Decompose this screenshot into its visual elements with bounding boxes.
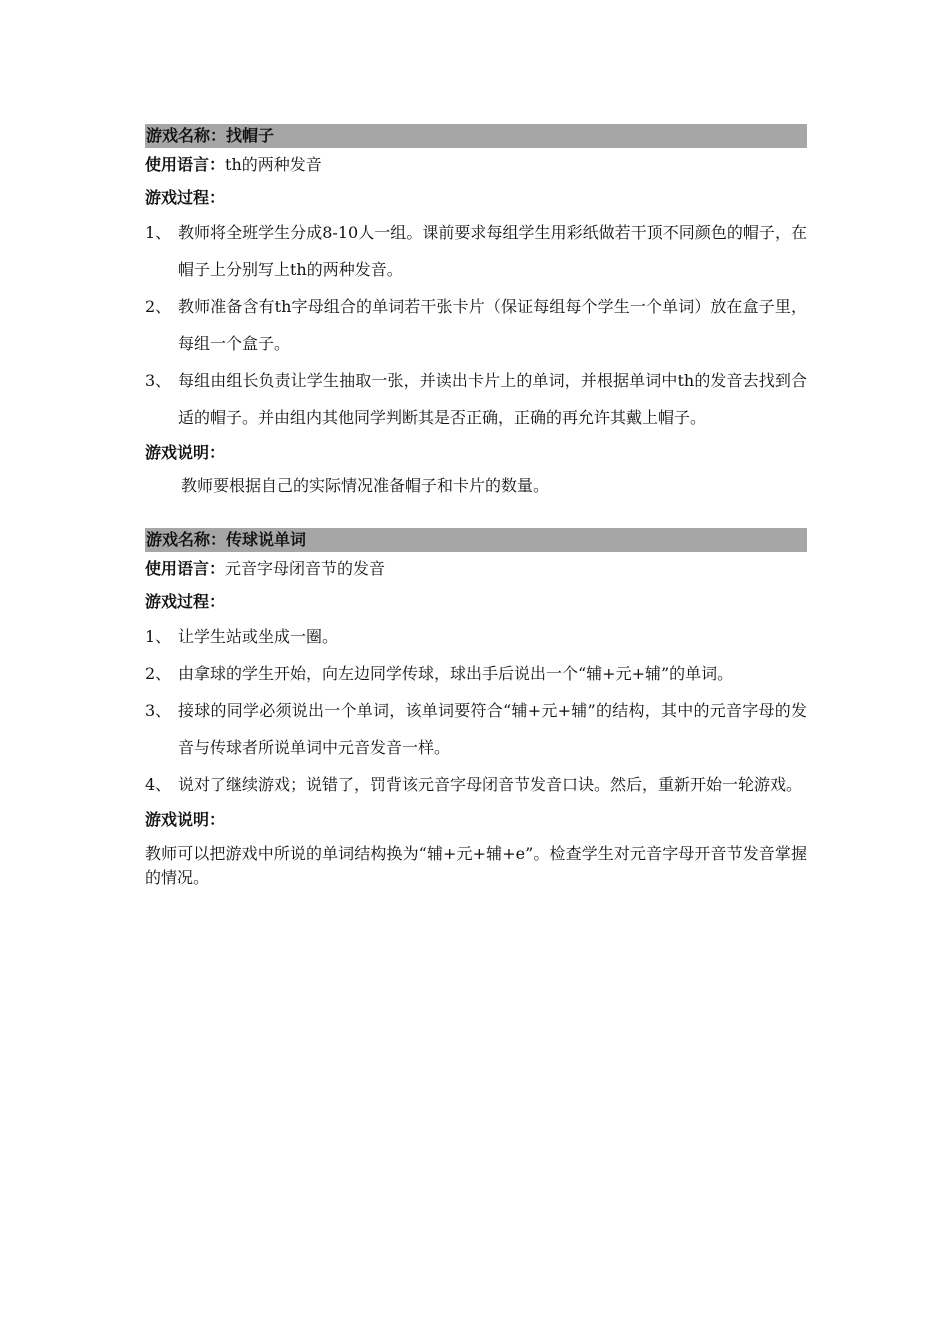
step-text: 让学生站或坐成一圈。 — [178, 627, 339, 646]
step-number: 2、 — [145, 664, 172, 683]
step-text: 每组由组长负责让学生抽取一张，并读出卡片上的单词，并根据单词中th的发音去找到合适的帽子。并由组内其他同学判断其是否正确，正确的再允许其戴上帽子。 — [178, 371, 807, 427]
note-text: 教师可以把游戏中所说的单词结构换为“辅+元+辅+e”。检查学生对元音字母开音节发音掌握的情况。 — [145, 844, 807, 887]
game-section-1 — [145, 124, 807, 502]
language-value: th的两种发音 — [225, 155, 322, 174]
step-text: 说对了继续游戏；说错了，罚背该元音字母闭音节发音口诀。然后，重新开始一轮游戏。 — [178, 775, 803, 794]
step-text: 由拿球的学生开始，向左边同学传球，球出手后说出一个“辅+元+辅”的单词。 — [178, 664, 734, 683]
process-label: 游戏过程： — [145, 188, 226, 207]
note-text: 教师要根据自己的实际情况准备帽子和卡片的数量。 — [181, 476, 550, 495]
note-label: 游戏说明： — [145, 810, 226, 829]
step-number: 4、 — [145, 775, 172, 794]
step-item — [145, 692, 807, 766]
language-value: 元音字母闭音节的发音 — [225, 559, 386, 578]
step-list — [145, 214, 807, 436]
step-number: 1、 — [145, 627, 172, 646]
step-text: 教师将全班学生分成8-10人一组。课前要求每组学生用彩纸做若干顶不同颜色的帽子，在帽子上分别写上th的两种发音。 — [178, 223, 807, 279]
step-number: 1、 — [145, 223, 172, 242]
game-title: 游戏名称：传球说单词 — [145, 528, 807, 552]
step-text: 教师准备含有th字母组合的单词若干张卡片（保证每组每个学生一个单词）放在盒子里，每组一个盒子。 — [178, 297, 807, 353]
step-number: 3、 — [145, 701, 172, 720]
note-label: 游戏说明： — [145, 443, 226, 462]
step-number: 2、 — [145, 297, 172, 316]
step-number: 3、 — [145, 371, 172, 390]
step-item — [145, 214, 807, 288]
language-label: 使用语言： — [145, 155, 226, 174]
game-section-2 — [145, 528, 807, 890]
step-item — [145, 288, 807, 362]
step-text: 接球的同学必须说出一个单词，该单词要符合“辅+元+辅”的结构，其中的元音字母的发音与传球者所说单词中元音发音一样。 — [178, 701, 807, 757]
step-item — [145, 618, 807, 655]
language-label: 使用语言： — [145, 559, 226, 578]
process-label: 游戏过程： — [145, 592, 226, 611]
document-page — [145, 124, 807, 916]
language-line — [145, 552, 807, 585]
step-item — [145, 362, 807, 436]
step-item — [145, 766, 807, 803]
language-line — [145, 148, 807, 181]
step-item — [145, 655, 807, 692]
game-title: 游戏名称：找帽子 — [145, 124, 807, 148]
step-list — [145, 618, 807, 803]
